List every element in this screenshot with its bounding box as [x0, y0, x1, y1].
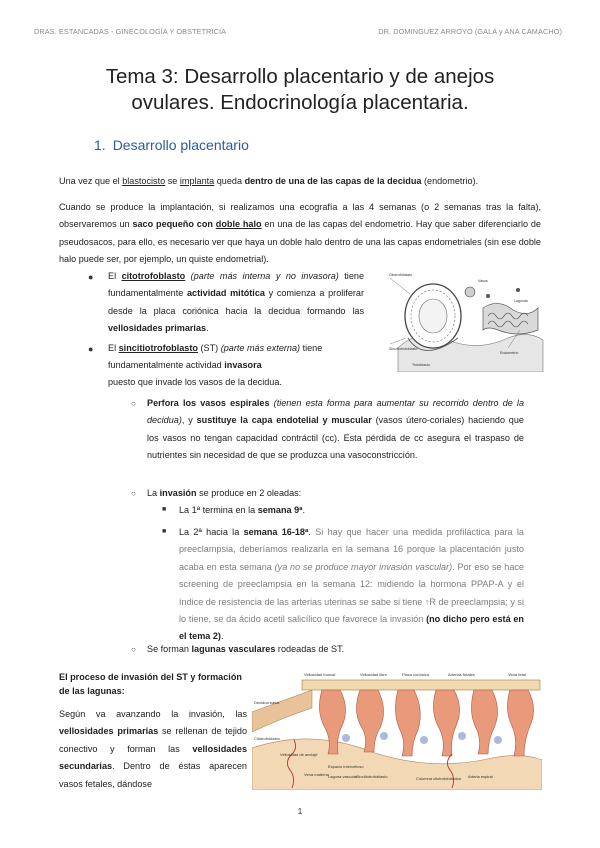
figure-implantation — [388, 268, 548, 372]
text: , y — [181, 415, 197, 426]
fig2-label: Arteria espiral — [468, 774, 493, 779]
bullet-dot: ● — [88, 272, 94, 282]
paragraph-vellosidades — [59, 706, 247, 793]
paragraph-2 — [59, 199, 541, 269]
fig1-label: Trofoblasto — [412, 363, 430, 367]
bold-text: sustituye la capa endotelial y muscular — [196, 415, 372, 426]
tertiary-segunda-oleada — [179, 524, 524, 646]
bold-text: Perfora los vasos espirales — [147, 398, 270, 408]
sub-bullet-lagunas — [147, 641, 524, 658]
fig2-label: Vena fetal — [508, 672, 526, 677]
text: se produce en 2 oleadas: — [196, 488, 302, 498]
implantation-diagram — [388, 268, 548, 372]
text: La 1ª termina en la — [179, 505, 258, 515]
fig2-label: Vellosidad libre — [360, 672, 387, 677]
bold-text: (no dicho pero está en el tema 2) — [179, 614, 524, 642]
text: La — [147, 488, 160, 498]
text: Cuando se produce la implantación, si realizamos una ecografía a las 4 semanas (o 2 semanas tras la falta), observaremos un — [59, 202, 541, 230]
fig2-label: Sincitiotrofoblasto — [356, 774, 388, 779]
gray-text: Si hay que hacer una medida profiláctica para la preeclampsia, deberíamos realizarla en la semana 16 porque la placentación justo acaba en esta semana — [179, 527, 524, 572]
tertiary-bullet-square: ■ — [162, 506, 167, 513]
italic-text: (parte más interna y no invasora) — [185, 271, 339, 281]
bold-text: semana 16-18ª — [243, 527, 309, 537]
bullet-citotrofoblasto — [108, 268, 364, 338]
section-number: 1. — [94, 137, 106, 153]
tertiary-primera-oleada — [179, 502, 524, 519]
bullet-sincitiotrofoblasto — [108, 340, 364, 375]
header-right: DR. DOMINGUEZ ARROYO (GALA y ANA CAMACHO) — [378, 27, 562, 36]
fig2-label: Placa coriónica — [402, 672, 430, 677]
title-line-2: ovulares. Endocrinología placentaria. — [131, 91, 469, 114]
text: tiene fundamentalmente actividad — [108, 343, 323, 371]
page-title — [60, 64, 540, 116]
term-blastocisto: blastocisto — [122, 176, 166, 186]
text: en una de las capas del endometrio. Hay que saber diferenciarlo de pseudosacos, para ello, es necesario ver que haya un doble halo dentro de una las capas endometriales (sin ese doble halo puede ser, por ejemplo, un quiste endometrial). — [59, 219, 541, 265]
text: (endometrio). — [421, 176, 479, 186]
fig2-label: Espacio intervelloso — [328, 764, 364, 769]
tertiary-bullet-square: ■ — [162, 528, 167, 535]
text: . — [220, 631, 224, 642]
bold-text: dentro de una de las capas de la decidua — [244, 176, 422, 186]
bold-text: invasión — [159, 488, 197, 498]
figure-placenta-section — [252, 668, 542, 790]
bold-text: lagunas vasculares — [191, 644, 276, 654]
text: El — [108, 343, 119, 353]
sub-bullet-circle: ○ — [131, 645, 136, 654]
fig2-label: Arterias fetales — [448, 672, 475, 677]
text: . — [302, 505, 306, 515]
sub-bullet-perfora — [147, 395, 524, 465]
fig1-label: Sincitiotrofoblasto — [389, 347, 418, 351]
text: se — [165, 176, 180, 186]
term-citotrofoblasto: citotrofoblasto — [121, 271, 186, 281]
text: El — [108, 271, 122, 281]
placenta-diagram — [252, 668, 542, 790]
text: Se forman — [147, 644, 192, 654]
sub-bullet-circle: ○ — [131, 399, 136, 408]
sub-bullet-circle: ○ — [131, 489, 136, 498]
gray-text: . Por eso se hace screening de preeclampsia en la semana 12: midiendo la hormona PPAP-A y el índice de resistencia de las arterias uterinas se sabe si tiene ↑R de preeclampsia; y si lo tiene, se da ácido acetil salicílico que favorece la invasión — [179, 561, 524, 625]
fig1-label: Lagunas — [514, 299, 528, 303]
text: (ST) — [197, 343, 219, 353]
bold-text: saco pequeño con — [132, 219, 216, 230]
fig1-label: Citotrofoblasto — [389, 273, 413, 277]
text: La 2ª hacia la — [179, 527, 244, 537]
text: (vasos útero-coriales) haciendo que los vasos no tengan capacidad contráctil (cc). Esta pérdida de cc asegura el traspaso de nutrientes sin necesidad de que se produzca una vasoconstricción. — [147, 415, 524, 461]
bold-text: vellosidades primarias — [108, 323, 207, 334]
paragraph-1 — [59, 173, 539, 190]
bullet-sincitio-cont: puesto que invade los vasos de la decidua. — [108, 377, 282, 387]
header-left: DRAS. ESTANCADAS - GINECOLOGÍA Y OBSTETRICIA — [34, 27, 227, 36]
bold-text: vellosidades primarias — [59, 726, 159, 737]
text: tiene fundamentalmente — [108, 271, 364, 299]
text: Según va avanzando la invasión, las — [59, 709, 247, 719]
text: queda — [214, 176, 245, 186]
text: se rellenan de tejido conectivo y forman las — [59, 726, 247, 754]
text: Una vez que el — [59, 176, 123, 186]
bullet-dot: ● — [88, 344, 94, 354]
sub-bullet-invasion — [147, 485, 524, 502]
italic-text: (tienen esta forma para aumentar su recorrido dentro de la decidua) — [147, 398, 524, 426]
bold-text: invasora — [224, 360, 262, 371]
term-sincitiotrofoblasto: sincitiotrofoblasto — [118, 343, 198, 353]
text: . Dentro de éstas aparecen vasos fetales, dándose — [59, 761, 247, 789]
fig1-label: Endometrio — [500, 351, 519, 355]
fig2-label: Vena materna — [304, 772, 329, 777]
bold-text: actividad mitótica — [187, 288, 265, 299]
section-heading — [94, 137, 249, 153]
fig2-label: Vellosidad troncal — [304, 672, 336, 677]
section-label: Desarrollo placentario — [112, 137, 249, 153]
bold-text: vellosidades secundarias — [59, 743, 247, 772]
text: . — [308, 527, 311, 537]
title-line-1: Tema 3: Desarrollo placentario y de anejos — [105, 65, 495, 88]
text: rodeadas de ST. — [275, 644, 345, 654]
term-implanta: implanta — [179, 176, 215, 186]
fig2-label: Citotrofoblasto — [254, 736, 280, 741]
fig2-label: Columna citotrofoblástica — [416, 776, 461, 781]
fig1-label: Vasos — [478, 279, 488, 283]
page-number: 1 — [297, 806, 303, 816]
bold-text: semana 9ª — [257, 505, 303, 515]
fig2-label: Laguna vascular — [328, 774, 358, 779]
paragraph-proceso-invasion: El proceso de invasión del ST y formación de las lagunas: — [59, 672, 242, 696]
fig2-label: Decidua basal — [254, 700, 280, 705]
text: y comienza a proliferar desde la placa coriónica hacia la decidua formando las — [108, 288, 364, 316]
fig2-label: Vellosidad de anclaje — [280, 752, 318, 757]
term-doble-halo: doble halo — [215, 219, 262, 230]
italic-text: (parte más externa) — [218, 343, 301, 353]
text: . — [206, 323, 209, 334]
gray-italic-text: (ya no se produce mayor invasión vascular) — [274, 561, 453, 572]
